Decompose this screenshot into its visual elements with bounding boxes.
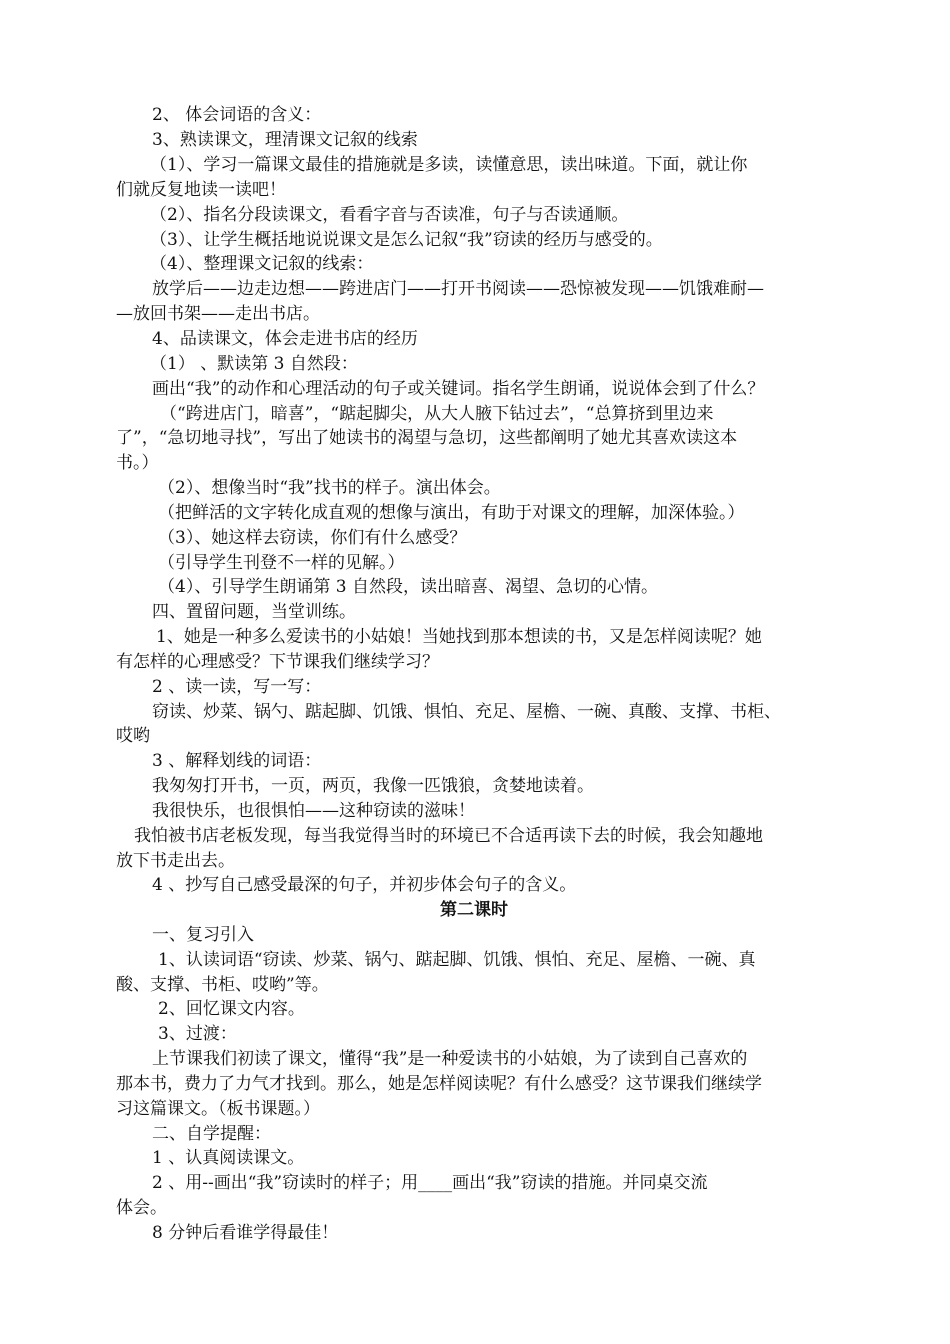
text-line: 习这篇课文。（板书课题。）	[116, 1099, 320, 1119]
text-line: （引导学生刊登不一样的见解。）	[158, 553, 405, 573]
text-line: 我怕被书店老板发现，每当我觉得当时的环境已不合适再读下去的时候，我会知趣地	[134, 826, 763, 846]
text-line: 2、 体会词语的含义：	[152, 105, 322, 125]
text-line: 有怎样的心理感受？下节课我们继续学习？	[116, 652, 439, 672]
text-line: 画出“我”的动作和心理活动的句子或关键词。指名学生朗诵，说说体会到了什么？	[152, 379, 765, 399]
text-line: 3、过渡：	[158, 1024, 237, 1044]
text-line: 一、复习引入	[152, 925, 254, 945]
text-line: 上节课我们初读了课文，懂得“我”是一种爱读书的小姑娘，为了读到自己喜欢的	[152, 1049, 748, 1069]
text-line: （2）、指名分段读课文，看看字音与否读准，句子与否读通顺。	[150, 205, 629, 225]
text-line: 体会。	[116, 1198, 167, 1218]
text-line: 酸、支撑、书柜、哎哟”等。	[116, 975, 329, 995]
text-line: 们就反复地读一读吧！	[116, 180, 286, 200]
text-line: 那本书，费力了力气才找到。那么，她是怎样阅读呢？有什么感受？这节课我们继续学	[116, 1074, 762, 1094]
text-line: （2）、想像当时“我”找书的样子。演出体会。	[158, 478, 501, 498]
text-line: 2 、用--画出“我”窃读时的样子；用____画出“我”窃读的措施。并同桌交流	[152, 1173, 708, 1193]
text-line: 3、熟读课文，理清课文记叙的线索	[152, 130, 418, 150]
text-line: 2、回忆课文内容。	[158, 999, 305, 1019]
text-line: 窃读、炒菜、锅勺、踮起脚、饥饿、惧怕、充足、屋檐、一碗、真酸、支撑、书柜、	[152, 702, 781, 722]
text-line: （4）、引导学生朗诵第 3 自然段，读出暗喜、渴望、急切的心情。	[158, 577, 658, 597]
text-line: 书。）	[116, 453, 159, 473]
text-line: 放学后——边走边想——跨进店门——打开书阅读——恐惊被发现——饥饿难耐—	[152, 279, 764, 299]
text-line: （3）、让学生概括地说说课文是怎么记叙“我”窃读的经历与感受的。	[150, 230, 663, 250]
text-line: 4、品读课文，体会走进书店的经历	[152, 329, 418, 349]
text-line: （1） 、默读第 3 自然段：	[150, 354, 358, 374]
section-title: 第二课时	[440, 900, 508, 920]
text-line: 二、自学提醒：	[152, 1124, 271, 1144]
text-line: （“跨进店门，暗喜”，“踮起脚尖，从大人腋下钻过去”，“总算挤到里边来	[160, 404, 714, 424]
text-line: （1）、学习一篇课文最佳的措施就是多读，读懂意思，读出味道。下面，就让你	[150, 155, 748, 175]
text-line: （3）、她这样去窃读，你们有什么感受？	[158, 528, 467, 548]
text-line: 哎哟	[116, 726, 150, 746]
text-line: 了”，“急切地寻找”，写出了她读书的渴望与急切，这些都阐明了她尤其喜欢读这本	[116, 428, 738, 448]
text-line: 我很快乐，也很惧怕——这种窃读的滋味！	[152, 801, 475, 821]
text-line: 1、认读词语“窃读、炒菜、锅勺、踮起脚、饥饿、惧怕、充足、屋檐、一碗、真	[158, 950, 756, 970]
text-line: 1 、认真阅读课文。	[152, 1148, 305, 1168]
text-line: （把鲜活的文字转化成直观的想像与演出，有助于对课文的理解，加深体验。）	[158, 503, 745, 523]
text-line: 放下书走出去。	[116, 851, 235, 871]
text-line: 4 、抄写自己感受最深的句子，并初步体会句子的含义。	[152, 875, 577, 895]
text-line: 我匆匆打开书，一页，两页，我像一匹饿狼，贪婪地读着。	[152, 776, 594, 796]
text-line: 1、她是一种多么爱读书的小姑娘！当她找到那本想读的书，又是怎样阅读呢？她	[156, 627, 762, 647]
text-line: 四、置留问题，当堂训练。	[152, 602, 356, 622]
text-line: —放回书架——走出书店。	[116, 304, 320, 324]
text-line: 2 、读一读，写一写：	[152, 677, 322, 697]
text-line: （4）、整理课文记叙的线索：	[150, 254, 374, 274]
text-line: 8 分钟后看谁学得最佳！	[152, 1223, 339, 1243]
text-line: 3 、解释划线的词语：	[152, 751, 322, 771]
